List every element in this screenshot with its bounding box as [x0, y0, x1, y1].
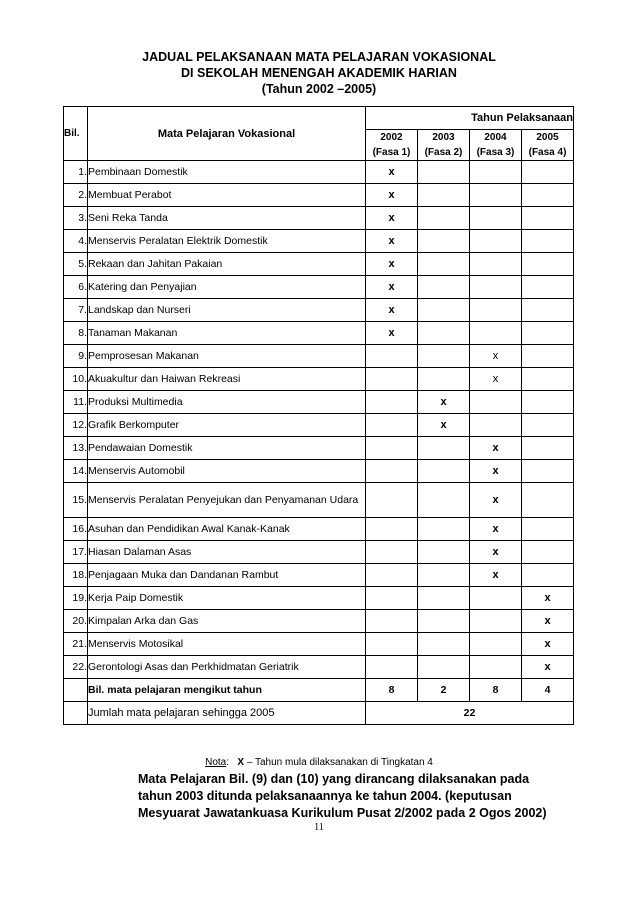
header-tahun-pelaksanaan: Tahun Pelaksanaan [366, 107, 574, 130]
header-year-2002: 2002 (Fasa 1) [366, 130, 418, 161]
subject-name: Akuakultur dan Haiwan Rekreasi [88, 368, 366, 391]
schedule-table [63, 106, 574, 725]
table-row [64, 368, 574, 391]
mark-2002: x [366, 207, 418, 230]
subject-name: Menservis Automobil [88, 460, 366, 483]
mark-2002: x [366, 230, 418, 253]
summary-2002: 8 [366, 679, 418, 702]
mark-2003 [418, 564, 470, 587]
document-title [0, 49, 638, 97]
mark-2004 [470, 633, 522, 656]
postponement-note-line-1: Mata Pelajaran Bil. (9) dan (10) yang dirancang dilaksanakan pada [138, 772, 530, 786]
mark-2004 [470, 230, 522, 253]
table-row [64, 460, 574, 483]
table-row [64, 345, 574, 368]
row-number: 18. [64, 564, 88, 587]
mark-2005 [522, 276, 574, 299]
table-row [64, 587, 574, 610]
subject-name: Menservis Peralatan Penyejukan dan Penyamanan Udara [88, 483, 366, 518]
row-number: 3. [64, 207, 88, 230]
mark-2004: x [470, 518, 522, 541]
mark-2003 [418, 610, 470, 633]
subject-name: Asuhan dan Pendidikan Awal Kanak-Kanak [88, 518, 366, 541]
mark-2005 [522, 518, 574, 541]
postponement-note [138, 771, 598, 822]
table-row [64, 207, 574, 230]
mark-2003: x [418, 414, 470, 437]
mark-2005 [522, 230, 574, 253]
mark-2003: x [418, 391, 470, 414]
mark-2002: x [366, 276, 418, 299]
mark-2004 [470, 322, 522, 345]
mark-2002: x [366, 184, 418, 207]
mark-2005 [522, 437, 574, 460]
summary-2004: 8 [470, 679, 522, 702]
mark-2002 [366, 541, 418, 564]
row-number: 19. [64, 587, 88, 610]
subject-name: Gerontologi Asas dan Perkhidmatan Geriatrik [88, 656, 366, 679]
subject-name: Rekaan dan Jahitan Pakaian [88, 253, 366, 276]
row-number: 15. [64, 483, 88, 518]
mark-2005 [522, 564, 574, 587]
mark-2005 [522, 184, 574, 207]
mark-2004 [470, 391, 522, 414]
subject-name: Pembinaan Domestik [88, 161, 366, 184]
mark-2005 [522, 253, 574, 276]
mark-2005 [522, 207, 574, 230]
mark-2005: x [522, 656, 574, 679]
row-number: 2. [64, 184, 88, 207]
title-line-3: (Tahun 2002 –2005) [261, 82, 377, 96]
table-row [64, 161, 574, 184]
mark-2003 [418, 587, 470, 610]
mark-2002: x [366, 253, 418, 276]
mark-2003 [418, 184, 470, 207]
mark-2003 [418, 276, 470, 299]
mark-2002 [366, 656, 418, 679]
mark-2003 [418, 207, 470, 230]
subject-name: Tanaman Makanan [88, 322, 366, 345]
row-number: 9. [64, 345, 88, 368]
mark-2003 [418, 345, 470, 368]
mark-2003 [418, 656, 470, 679]
row-number: 17. [64, 541, 88, 564]
mark-2002 [366, 345, 418, 368]
table-row [64, 610, 574, 633]
row-number: 5. [64, 253, 88, 276]
mark-2002 [366, 564, 418, 587]
mark-2003 [418, 460, 470, 483]
mark-2002 [366, 633, 418, 656]
summary-2003: 2 [418, 679, 470, 702]
mark-2004: x [470, 437, 522, 460]
mark-2004: x [470, 345, 522, 368]
mark-2002 [366, 483, 418, 518]
mark-2004: x [470, 460, 522, 483]
table-row [64, 437, 574, 460]
table-row [64, 633, 574, 656]
total-value: 22 [366, 702, 574, 725]
mark-2003 [418, 437, 470, 460]
mark-2003 [418, 483, 470, 518]
table-row [64, 230, 574, 253]
subject-name: Pemprosesan Makanan [88, 345, 366, 368]
mark-2004: x [470, 564, 522, 587]
header-year-2005: 2005 (Fasa 4) [522, 130, 574, 161]
mark-2005: x [522, 587, 574, 610]
mark-2002 [366, 610, 418, 633]
legend-note [0, 757, 638, 768]
mark-2002: x [366, 161, 418, 184]
mark-2002: x [366, 299, 418, 322]
subject-name: Pendawaian Domestik [88, 437, 366, 460]
mark-2004 [470, 656, 522, 679]
table-row [64, 322, 574, 345]
subject-name: Kimpalan Arka dan Gas [88, 610, 366, 633]
mark-2005: x [522, 633, 574, 656]
row-number: 6. [64, 276, 88, 299]
table-row [64, 541, 574, 564]
mark-2002: x [366, 322, 418, 345]
table-row [64, 414, 574, 437]
mark-2004 [470, 276, 522, 299]
table-row [64, 299, 574, 322]
mark-2004 [470, 161, 522, 184]
mark-2003 [418, 299, 470, 322]
table-row [64, 518, 574, 541]
mark-2002 [366, 518, 418, 541]
row-number: 13. [64, 437, 88, 460]
row-number: 11. [64, 391, 88, 414]
subject-name: Menservis Peralatan Elektrik Domestik [88, 230, 366, 253]
mark-2004 [470, 184, 522, 207]
mark-2002 [366, 460, 418, 483]
mark-2005 [522, 299, 574, 322]
mark-2005 [522, 322, 574, 345]
note-colon: : [226, 757, 230, 768]
row-number: 16. [64, 518, 88, 541]
subject-name: Kerja Paip Domestik [88, 587, 366, 610]
table-row [64, 564, 574, 587]
subject-name: Penjagaan Muka dan Dandanan Rambut [88, 564, 366, 587]
subject-name: Grafik Berkomputer [88, 414, 366, 437]
subject-name: Katering dan Penyajian [88, 276, 366, 299]
mark-2003 [418, 368, 470, 391]
mark-2004 [470, 299, 522, 322]
row-number: 10. [64, 368, 88, 391]
mark-2003 [418, 253, 470, 276]
mark-2002 [366, 587, 418, 610]
subject-name: Landskap dan Nurseri [88, 299, 366, 322]
mark-2005 [522, 414, 574, 437]
subject-name: Produksi Multimedia [88, 391, 366, 414]
table-row [64, 656, 574, 679]
mark-2004 [470, 207, 522, 230]
row-number: 14. [64, 460, 88, 483]
table-row [64, 391, 574, 414]
note-text: – Tahun mula dilaksanakan di Tingkatan 4 [246, 757, 433, 768]
postponement-note-line-2: tahun 2003 ditunda pelaksanaannya ke tahun 2004. (keputusan [138, 789, 512, 803]
mark-2005 [522, 483, 574, 518]
mark-2004: x [470, 368, 522, 391]
summary-label: Bil. mata pelajaran mengikut tahun [88, 679, 366, 702]
mark-2004 [470, 414, 522, 437]
mark-2004 [470, 587, 522, 610]
mark-2003 [418, 161, 470, 184]
table-row [64, 253, 574, 276]
row-number: 4. [64, 230, 88, 253]
subject-name: Seni Reka Tanda [88, 207, 366, 230]
mark-2002 [366, 437, 418, 460]
table-row [64, 483, 574, 518]
mark-2002 [366, 414, 418, 437]
total-label: Jumlah mata pelajaran sehingga 2005 [88, 702, 366, 725]
mark-2003 [418, 633, 470, 656]
mark-2005 [522, 161, 574, 184]
mark-2003 [418, 541, 470, 564]
summary-row [64, 679, 574, 702]
mark-2005: x [522, 610, 574, 633]
note-label: Nota [205, 757, 227, 768]
mark-2004: x [470, 483, 522, 518]
row-number: 1. [64, 161, 88, 184]
header-year-2003: 2003 (Fasa 2) [418, 130, 470, 161]
subject-name: Membuat Perabot [88, 184, 366, 207]
row-number: 8. [64, 322, 88, 345]
note-key: X [237, 757, 245, 768]
header-bil: Bil. [64, 107, 88, 161]
page-number: 11 [314, 822, 324, 833]
mark-2004 [470, 253, 522, 276]
table-row [64, 184, 574, 207]
mark-2005 [522, 368, 574, 391]
mark-2003 [418, 322, 470, 345]
title-line-1: JADUAL PELAKSANAAN MATA PELAJARAN VOKASIONAL [142, 50, 496, 64]
total-row [64, 702, 574, 725]
mark-2005 [522, 460, 574, 483]
table-row [64, 276, 574, 299]
row-number: 7. [64, 299, 88, 322]
mark-2003 [418, 518, 470, 541]
header-subject: Mata Pelajaran Vokasional [88, 107, 366, 161]
title-line-2: DI SEKOLAH MENENGAH AKADEMIK HARIAN [181, 66, 457, 80]
mark-2003 [418, 230, 470, 253]
summary-2005: 4 [522, 679, 574, 702]
mark-2005 [522, 391, 574, 414]
mark-2002 [366, 391, 418, 414]
mark-2005 [522, 345, 574, 368]
mark-2002 [366, 368, 418, 391]
mark-2005 [522, 541, 574, 564]
subject-name: Menservis Motosikal [88, 633, 366, 656]
mark-2004 [470, 610, 522, 633]
subject-name: Hiasan Dalaman Asas [88, 541, 366, 564]
row-number: 21. [64, 633, 88, 656]
header-year-2004: 2004 (Fasa 3) [470, 130, 522, 161]
postponement-note-line-3: Mesyuarat Jawatankuasa Kurikulum Pusat 2/2002 pada 2 Ogos 2002) [138, 806, 547, 820]
row-number: 20. [64, 610, 88, 633]
row-number: 12. [64, 414, 88, 437]
row-number: 22. [64, 656, 88, 679]
mark-2004: x [470, 541, 522, 564]
